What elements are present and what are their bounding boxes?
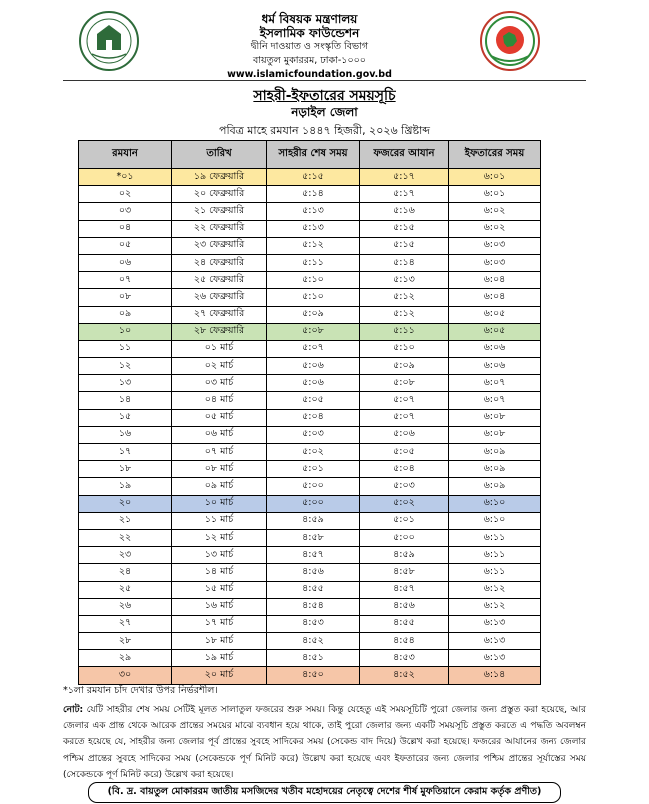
sehri-end-cell: ৫:০৫ — [267, 392, 360, 409]
sehri-end-cell: ৫:০৪ — [267, 409, 360, 426]
fajr-azan-cell: ৫:০৪ — [360, 461, 449, 478]
iftar-time-cell: ৬:০২ — [449, 203, 541, 220]
sehri-end-cell: ৫:০৮ — [267, 323, 360, 340]
table-row — [79, 186, 541, 203]
credit-line: (বি. দ্র. বায়তুল মোকাররম জাতীয় মসজিদের খতীব মহোদয়ের নেতৃত্বে দেশের শীর্ষ মুফতিয়ানে কেরাম কর্তৃক প্রণীত) — [88, 782, 561, 803]
table-row — [79, 667, 541, 684]
sehri-end-cell: ৪:৫১ — [267, 650, 360, 667]
column-header-iftar: ইফতারের সময় — [449, 141, 541, 169]
column-header-ramadan: রমযান — [79, 141, 172, 169]
ramadan-day-cell: ১৭ — [79, 444, 172, 461]
date-cell: ২২ ফেব্রুয়ারি — [172, 220, 267, 237]
iftar-time-cell: ৬:০১ — [449, 186, 541, 203]
date-cell: ০১ মার্চ — [172, 340, 267, 357]
table-row — [79, 358, 541, 375]
date-cell: ১০ মার্চ — [172, 495, 267, 512]
note-text: যেটি সাহরীর শেষ সময় সেটিই মূলত সালাতুল ফজরের শুরু সময়। কিন্তু যেহেতু এই সময়সূচিটি পুরো জেলার জন্য প্রস্তুত করা হয়েছে, আর জেলার এক প্রান্ত থেকে আরেক প্রান্তের সময়ের মাঝে ব্যবধান হয়ে থাকে, তাই পুরো জেলার জন্য একটি সময়সূচি প্রস্তুত করতে এ পদ্ধতি অবলম্বন করতে হয়েছে যে, সাহরীর জন্য জেলার পূর্ব প্রান্তের সুবহে সাদিকের সময় (সেকেন্ড বাদ দিয়ে) উল্লেখ করা হয়েছে। ফজরের আযানের জন্য জেলার পশ্চিম প্রান্তের সুবহে সাদিকের সময় (সেকেন্ডকে পূর্ণ মিনিট করে) উল্লেখ করা হয়েছে এবং ইফতারের জন্য জেলার পশ্চিম প্রান্তের সূর্যাস্তের সময় (সেকেন্ডকে পূর্ণ মিনিট করে) উল্লেখ করা হয়েছে। — [63, 705, 586, 780]
iftar-time-cell: ৬:১০ — [449, 512, 541, 529]
fajr-azan-cell: ৫:০৬ — [360, 426, 449, 443]
column-header-sehri-end: সাহরীর শেষ সময় — [267, 141, 360, 169]
sehri-end-cell: ৪:৫৭ — [267, 547, 360, 564]
ramadan-day-cell: ২০ — [79, 495, 172, 512]
iftar-time-cell: ৬:০৮ — [449, 426, 541, 443]
table-row — [79, 529, 541, 546]
sehri-end-cell: ৪:৫৬ — [267, 564, 360, 581]
table-row — [79, 547, 541, 564]
sehri-end-cell: ৪:৫৫ — [267, 581, 360, 598]
iftar-time-cell: ৬:০৫ — [449, 323, 541, 340]
table-row — [79, 512, 541, 529]
iftar-time-cell: ৬:০৯ — [449, 461, 541, 478]
fajr-azan-cell: ৪:৫৯ — [360, 547, 449, 564]
sehri-end-cell: ৫:০২ — [267, 444, 360, 461]
address: বায়তুল মুকাররম, ঢাকা-১০০০ — [253, 55, 366, 66]
date-cell: ১৫ মার্চ — [172, 581, 267, 598]
iftar-time-cell: ৬:১২ — [449, 581, 541, 598]
iftar-time-cell: ৬:০৪ — [449, 272, 541, 289]
ramadan-day-cell: ২৯ — [79, 650, 172, 667]
iftar-time-cell: ৬:১১ — [449, 564, 541, 581]
date-cell: ০২ মার্চ — [172, 358, 267, 375]
schedule-table-body — [79, 169, 541, 685]
date-cell: ২১ ফেব্রুয়ারি — [172, 203, 267, 220]
table-row — [79, 564, 541, 581]
date-cell: ১৯ ফেব্রুয়ারি — [172, 169, 267, 186]
iftar-time-cell: ৬:১৩ — [449, 633, 541, 650]
fajr-azan-cell: ৫:০৫ — [360, 444, 449, 461]
sehri-end-cell: ৫:০০ — [267, 495, 360, 512]
header-divider — [63, 80, 586, 81]
ramadan-day-cell: ০৮ — [79, 289, 172, 306]
ramadan-day-cell: ১৩ — [79, 375, 172, 392]
iftar-time-cell: ৬:০৪ — [449, 289, 541, 306]
fajr-azan-cell: ৪:৫৬ — [360, 598, 449, 615]
table-header-row — [79, 141, 541, 169]
sehri-end-cell: ৫:১৫ — [267, 169, 360, 186]
fajr-azan-cell: ৫:১৭ — [360, 186, 449, 203]
fajr-azan-cell: ৫:১১ — [360, 323, 449, 340]
website-link[interactable]: www.islamicfoundation.gov.bd — [227, 69, 392, 80]
note-paragraph — [63, 702, 586, 783]
sehri-end-cell: ৫:০৭ — [267, 340, 360, 357]
sehri-end-cell: ৫:০১ — [267, 461, 360, 478]
fajr-azan-cell: ৫:০২ — [360, 495, 449, 512]
date-cell: ১৪ মার্চ — [172, 564, 267, 581]
schedule-table — [78, 140, 541, 685]
iftar-time-cell: ৬:০৩ — [449, 237, 541, 254]
sehri-end-cell: ৪:৫২ — [267, 633, 360, 650]
iftar-time-cell: ৬:১১ — [449, 529, 541, 546]
ramadan-day-cell: ২৭ — [79, 615, 172, 632]
iftar-time-cell: ৬:০৩ — [449, 254, 541, 271]
fajr-azan-cell: ৪:৫৩ — [360, 650, 449, 667]
ministry-name: ধর্ম বিষয়ক মন্ত্রণালয় — [261, 12, 358, 26]
fajr-azan-cell: ৫:১২ — [360, 306, 449, 323]
islamic-foundation-logo-icon — [78, 10, 140, 72]
table-row — [79, 444, 541, 461]
date-cell: ১৩ মার্চ — [172, 547, 267, 564]
iftar-time-cell: ৬:০৯ — [449, 444, 541, 461]
date-cell: ২৪ ফেব্রুয়ারি — [172, 254, 267, 271]
fajr-azan-cell: ৫:১৬ — [360, 203, 449, 220]
district-name: নড়াইল জেলা — [291, 105, 358, 119]
iftar-time-cell: ৬:০৭ — [449, 392, 541, 409]
sehri-end-cell: ৫:১১ — [267, 254, 360, 271]
table-row — [79, 426, 541, 443]
ramadan-day-cell: ১৮ — [79, 461, 172, 478]
header-text — [150, 12, 469, 82]
fajr-azan-cell: ৫:০৩ — [360, 478, 449, 495]
ramadan-day-cell: ২৫ — [79, 581, 172, 598]
iftar-time-cell: ৬:০৬ — [449, 340, 541, 357]
ramadan-day-cell: ২১ — [79, 512, 172, 529]
ramadan-day-cell: *০১ — [79, 169, 172, 186]
sehri-end-cell: ৫:০৯ — [267, 306, 360, 323]
table-row — [79, 650, 541, 667]
ramadan-day-cell: ১২ — [79, 358, 172, 375]
table-row — [79, 615, 541, 632]
table-row — [79, 633, 541, 650]
fajr-azan-cell: ৫:১৫ — [360, 220, 449, 237]
date-cell: ০৩ মার্চ — [172, 375, 267, 392]
date-cell: ১৮ মার্চ — [172, 633, 267, 650]
iftar-time-cell: ৬:১৪ — [449, 667, 541, 684]
ramadan-day-cell: ০২ — [79, 186, 172, 203]
sehri-end-cell: ৪:৫৯ — [267, 512, 360, 529]
fajr-azan-cell: ৪:৫৫ — [360, 615, 449, 632]
sehri-end-cell: ৪:৫৩ — [267, 615, 360, 632]
page-title: সাহরী-ইফতারের সময়সূচি — [253, 88, 396, 104]
iftar-time-cell: ৬:১২ — [449, 598, 541, 615]
fajr-azan-cell: ৫:১৩ — [360, 272, 449, 289]
ramadan-day-cell: ১৪ — [79, 392, 172, 409]
column-header-fajr-azan: ফজরের আযান — [360, 141, 449, 169]
date-cell: ০৯ মার্চ — [172, 478, 267, 495]
ramadan-day-cell: ০৫ — [79, 237, 172, 254]
sehri-end-cell: ৫:১০ — [267, 272, 360, 289]
ramadan-day-cell: ১৫ — [79, 409, 172, 426]
table-row — [79, 375, 541, 392]
date-cell: ০৮ মার্চ — [172, 461, 267, 478]
sehri-end-cell: ৫:১৪ — [267, 186, 360, 203]
table-row — [79, 237, 541, 254]
fajr-azan-cell: ৫:০৮ — [360, 375, 449, 392]
sehri-end-cell: ৪:৫৪ — [267, 598, 360, 615]
ramadan-day-cell: ১০ — [79, 323, 172, 340]
fajr-azan-cell: ৪:৫৪ — [360, 633, 449, 650]
date-cell: ০৫ মার্চ — [172, 409, 267, 426]
date-cell: ১৯ মার্চ — [172, 650, 267, 667]
table-row — [79, 169, 541, 186]
sehri-end-cell: ৫:০৩ — [267, 426, 360, 443]
date-cell: ২৬ ফেব্রুয়ারি — [172, 289, 267, 306]
fajr-azan-cell: ৪:৫৭ — [360, 581, 449, 598]
sehri-end-cell: ৫:১৩ — [267, 203, 360, 220]
iftar-time-cell: ৬:০১ — [449, 169, 541, 186]
date-cell: ২৮ ফেব্রুয়ারি — [172, 323, 267, 340]
sehri-end-cell: ৫:১০ — [267, 289, 360, 306]
table-row — [79, 409, 541, 426]
iftar-time-cell: ৬:০২ — [449, 220, 541, 237]
sehri-end-cell: ৪:৫০ — [267, 667, 360, 684]
table-row — [79, 323, 541, 340]
table-row — [79, 254, 541, 271]
ramadan-day-cell: ২৪ — [79, 564, 172, 581]
ramadan-day-cell: ১১ — [79, 340, 172, 357]
fajr-azan-cell: ৫:০৯ — [360, 358, 449, 375]
ramadan-day-cell: ০৯ — [79, 306, 172, 323]
note-label: নোট: — [63, 705, 84, 715]
iftar-time-cell: ৬:০৮ — [449, 409, 541, 426]
date-cell: ০৭ মার্চ — [172, 444, 267, 461]
ramadan-day-cell: ২৩ — [79, 547, 172, 564]
iftar-time-cell: ৬:১১ — [449, 547, 541, 564]
date-cell: ২৩ ফেব্রুয়ারি — [172, 237, 267, 254]
sehri-end-cell: ৫:০০ — [267, 478, 360, 495]
sehri-end-cell: ৫:০৬ — [267, 375, 360, 392]
date-cell: ১৬ মার্চ — [172, 598, 267, 615]
fajr-azan-cell: ৫:১০ — [360, 340, 449, 357]
government-seal-icon — [479, 10, 541, 72]
fajr-azan-cell: ৫:০০ — [360, 529, 449, 546]
fajr-azan-cell: ৫:০৭ — [360, 392, 449, 409]
date-cell: ২৭ ফেব্রুয়ারি — [172, 306, 267, 323]
fajr-azan-cell: ৫:১৫ — [360, 237, 449, 254]
iftar-time-cell: ৬:১০ — [449, 495, 541, 512]
sehri-end-cell: ৫:১৩ — [267, 220, 360, 237]
iftar-time-cell: ৬:০৬ — [449, 358, 541, 375]
table-row — [79, 340, 541, 357]
fajr-azan-cell: ৫:১২ — [360, 289, 449, 306]
page-subtitle: পবিত্র মাহে রমযান ১৪৪৭ হিজরী, ২০২৬ খ্রিষ্টাব্দ — [218, 124, 431, 137]
iftar-time-cell: ৬:০৭ — [449, 375, 541, 392]
page-header — [0, 0, 649, 80]
sehri-end-cell: ৫:০৬ — [267, 358, 360, 375]
table-row — [79, 272, 541, 289]
ramadan-day-cell: ০৬ — [79, 254, 172, 271]
date-cell: ১৭ মার্চ — [172, 615, 267, 632]
ramadan-day-cell: ০৩ — [79, 203, 172, 220]
fajr-azan-cell: ৪:৫৮ — [360, 564, 449, 581]
ramadan-day-cell: ০৪ — [79, 220, 172, 237]
table-row — [79, 220, 541, 237]
date-cell: ১২ মার্চ — [172, 529, 267, 546]
ramadan-day-cell: ২৮ — [79, 633, 172, 650]
sehri-end-cell: ৫:১২ — [267, 237, 360, 254]
table-row — [79, 598, 541, 615]
moon-sighting-footnote: *১লা রমযান চাঁদ দেখার উপর নির্ভরশীল। — [63, 685, 218, 696]
ramadan-day-cell: ১৬ — [79, 426, 172, 443]
table-row — [79, 289, 541, 306]
table-row — [79, 392, 541, 409]
ramadan-day-cell: ৩০ — [79, 667, 172, 684]
fajr-azan-cell: ৫:০৭ — [360, 409, 449, 426]
iftar-time-cell: ৬:০৯ — [449, 478, 541, 495]
fajr-azan-cell: ৫:০১ — [360, 512, 449, 529]
date-cell: ১১ মার্চ — [172, 512, 267, 529]
sehri-end-cell: ৪:৫৮ — [267, 529, 360, 546]
date-cell: ২০ ফেব্রুয়ারি — [172, 186, 267, 203]
ramadan-day-cell: ১৯ — [79, 478, 172, 495]
date-cell: ২৫ ফেব্রুয়ারি — [172, 272, 267, 289]
table-row — [79, 495, 541, 512]
ramadan-day-cell: ২২ — [79, 529, 172, 546]
column-header-date: তারিখ — [172, 141, 267, 169]
fajr-azan-cell: ৪:৫২ — [360, 667, 449, 684]
table-row — [79, 478, 541, 495]
division-name: দ্বীনি দাওয়াত ও সংস্কৃতি বিভাগ — [250, 41, 369, 52]
date-cell: ০৪ মার্চ — [172, 392, 267, 409]
fajr-azan-cell: ৫:১৭ — [360, 169, 449, 186]
date-cell: ২০ মার্চ — [172, 667, 267, 684]
iftar-time-cell: ৬:১৩ — [449, 615, 541, 632]
iftar-time-cell: ৬:১৩ — [449, 650, 541, 667]
date-cell: ০৬ মার্চ — [172, 426, 267, 443]
fajr-azan-cell: ৫:১৪ — [360, 254, 449, 271]
table-row — [79, 581, 541, 598]
table-row — [79, 203, 541, 220]
ramadan-day-cell: ০৭ — [79, 272, 172, 289]
table-row — [79, 306, 541, 323]
iftar-time-cell: ৬:০৫ — [449, 306, 541, 323]
ramadan-day-cell: ২৬ — [79, 598, 172, 615]
foundation-name: ইসলামিক ফাউন্ডেশন — [259, 26, 360, 40]
table-row — [79, 461, 541, 478]
